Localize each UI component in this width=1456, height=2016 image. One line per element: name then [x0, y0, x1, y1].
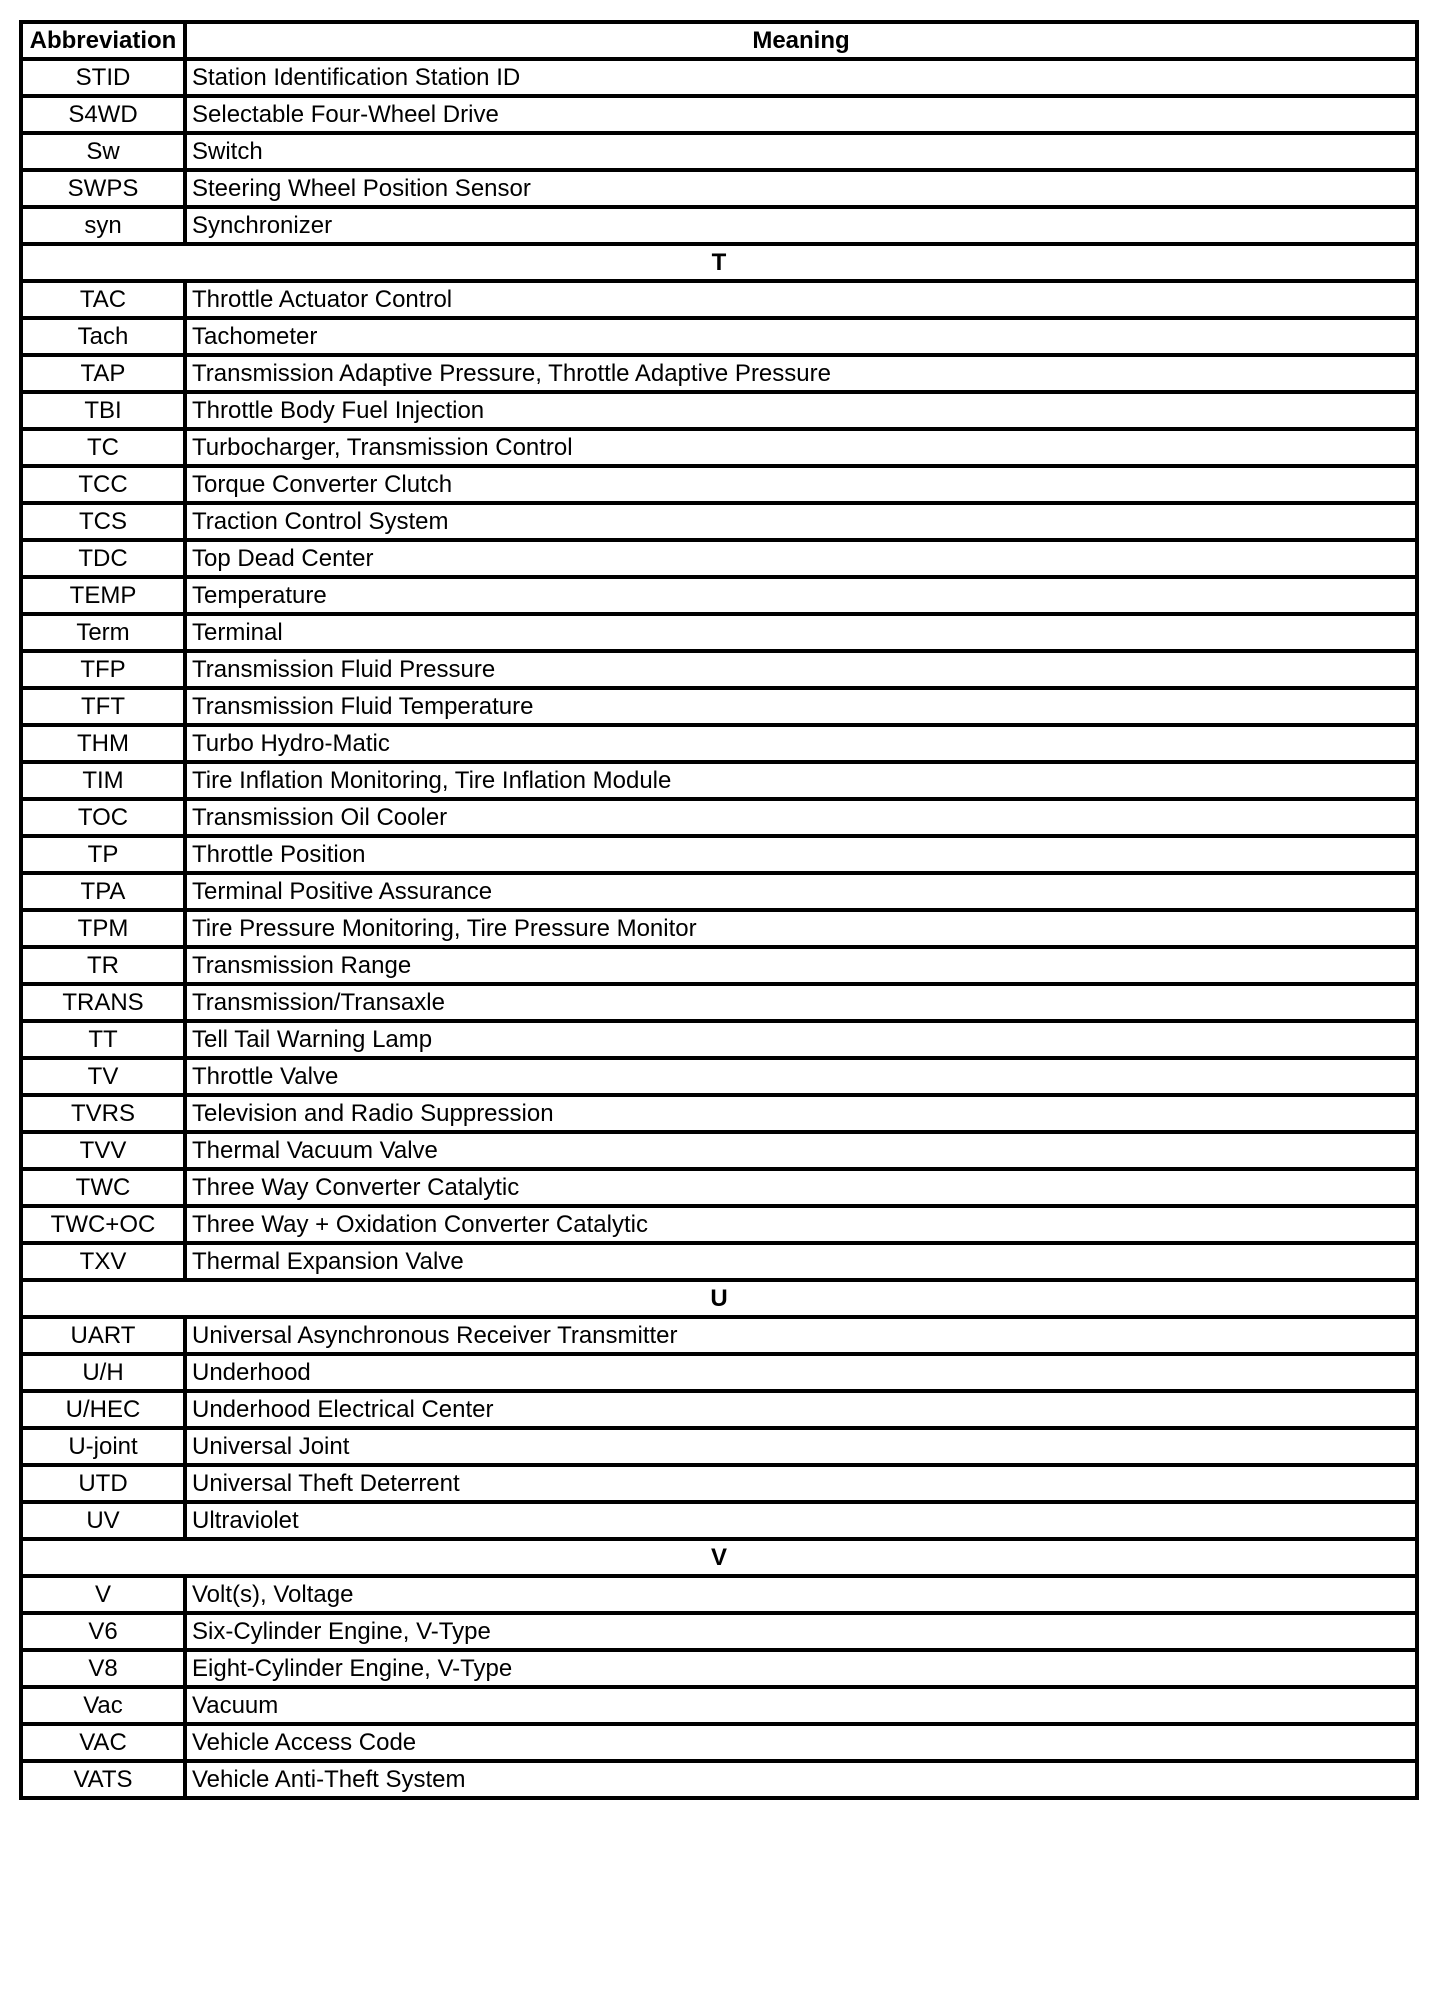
- abbreviation-cell: Sw: [21, 133, 185, 170]
- table-row: [21, 1021, 1417, 1058]
- meaning-cell: Transmission Fluid Temperature: [185, 688, 1417, 725]
- table-row: [21, 1650, 1417, 1687]
- abbreviation-cell: TVRS: [21, 1095, 185, 1132]
- meaning-cell: Traction Control System: [185, 503, 1417, 540]
- abbreviation-cell: UART: [21, 1317, 185, 1354]
- abbreviation-cell: TEMP: [21, 577, 185, 614]
- meaning-cell: Universal Theft Deterrent: [185, 1465, 1417, 1502]
- meaning-cell: Selectable Four-Wheel Drive: [185, 96, 1417, 133]
- table-row: [21, 1058, 1417, 1095]
- abbreviation-cell: TP: [21, 836, 185, 873]
- table-row: [21, 1761, 1417, 1798]
- meaning-cell: Transmission Oil Cooler: [185, 799, 1417, 836]
- meaning-cell: Eight-Cylinder Engine, V-Type: [185, 1650, 1417, 1687]
- abbreviation-cell: TOC: [21, 799, 185, 836]
- abbreviation-cell: TCC: [21, 466, 185, 503]
- abbreviation-cell: TT: [21, 1021, 185, 1058]
- abbreviation-cell: TV: [21, 1058, 185, 1095]
- abbreviation-cell: TWC: [21, 1169, 185, 1206]
- meaning-cell: Synchronizer: [185, 207, 1417, 244]
- table-row: [21, 207, 1417, 244]
- abbreviation-cell: V6: [21, 1613, 185, 1650]
- abbreviation-cell: S4WD: [21, 96, 185, 133]
- meaning-cell: Six-Cylinder Engine, V-Type: [185, 1613, 1417, 1650]
- abbreviation-cell: SWPS: [21, 170, 185, 207]
- abbreviation-cell: U/H: [21, 1354, 185, 1391]
- abbreviation-cell: TC: [21, 429, 185, 466]
- abbreviation-cell: TBI: [21, 392, 185, 429]
- meaning-cell: Ultraviolet: [185, 1502, 1417, 1539]
- table-row: [21, 799, 1417, 836]
- table-header-row: [21, 22, 1417, 59]
- table-row: [21, 503, 1417, 540]
- table-row: [21, 133, 1417, 170]
- abbreviation-cell: TFT: [21, 688, 185, 725]
- table-row: [21, 762, 1417, 799]
- meaning-cell: Throttle Actuator Control: [185, 281, 1417, 318]
- column-header-meaning: Meaning: [185, 22, 1417, 59]
- section-row: [21, 244, 1417, 281]
- table-row: [21, 281, 1417, 318]
- meaning-cell: Terminal Positive Assurance: [185, 873, 1417, 910]
- table-row: [21, 1613, 1417, 1650]
- section-letter: V: [21, 1539, 1417, 1576]
- table-row: [21, 1502, 1417, 1539]
- abbreviation-cell: Vac: [21, 1687, 185, 1724]
- table-row: [21, 392, 1417, 429]
- abbreviation-cell: TR: [21, 947, 185, 984]
- abbreviation-cell: TFP: [21, 651, 185, 688]
- table-row: [21, 688, 1417, 725]
- table-row: [21, 614, 1417, 651]
- abbreviation-cell: TAP: [21, 355, 185, 392]
- meaning-cell: Temperature: [185, 577, 1417, 614]
- table-row: [21, 1243, 1417, 1280]
- meaning-cell: Transmission Fluid Pressure: [185, 651, 1417, 688]
- abbreviation-cell: TVV: [21, 1132, 185, 1169]
- meaning-cell: Volt(s), Voltage: [185, 1576, 1417, 1613]
- meaning-cell: Transmission/Transaxle: [185, 984, 1417, 1021]
- table-row: [21, 873, 1417, 910]
- meaning-cell: Underhood: [185, 1354, 1417, 1391]
- abbreviation-cell: TPA: [21, 873, 185, 910]
- abbreviation-cell: TIM: [21, 762, 185, 799]
- table-row: [21, 1576, 1417, 1613]
- meaning-cell: Terminal: [185, 614, 1417, 651]
- abbreviation-cell: TPM: [21, 910, 185, 947]
- table-row: [21, 466, 1417, 503]
- meaning-cell: Torque Converter Clutch: [185, 466, 1417, 503]
- abbreviation-cell: TDC: [21, 540, 185, 577]
- meaning-cell: Thermal Vacuum Valve: [185, 1132, 1417, 1169]
- abbreviation-table: [19, 20, 1419, 1800]
- table-row: [21, 984, 1417, 1021]
- abbreviation-cell: TXV: [21, 1243, 185, 1280]
- meaning-cell: Turbo Hydro-Matic: [185, 725, 1417, 762]
- table-row: [21, 170, 1417, 207]
- meaning-cell: Universal Joint: [185, 1428, 1417, 1465]
- meaning-cell: Universal Asynchronous Receiver Transmitter: [185, 1317, 1417, 1354]
- meaning-cell: Throttle Valve: [185, 1058, 1417, 1095]
- abbreviation-cell: TAC: [21, 281, 185, 318]
- meaning-cell: Vacuum: [185, 1687, 1417, 1724]
- section-row: [21, 1539, 1417, 1576]
- meaning-cell: Underhood Electrical Center: [185, 1391, 1417, 1428]
- abbreviation-cell: U-joint: [21, 1428, 185, 1465]
- meaning-cell: Transmission Range: [185, 947, 1417, 984]
- table-row: [21, 1724, 1417, 1761]
- meaning-cell: Thermal Expansion Valve: [185, 1243, 1417, 1280]
- abbreviation-cell: Tach: [21, 318, 185, 355]
- table-row: [21, 96, 1417, 133]
- table-row: [21, 1206, 1417, 1243]
- abbreviation-cell: V8: [21, 1650, 185, 1687]
- meaning-cell: Switch: [185, 133, 1417, 170]
- abbreviation-cell: Term: [21, 614, 185, 651]
- table-row: [21, 910, 1417, 947]
- table-body: [21, 59, 1417, 1798]
- meaning-cell: Throttle Position: [185, 836, 1417, 873]
- abbreviation-cell: STID: [21, 59, 185, 96]
- meaning-cell: Transmission Adaptive Pressure, Throttle Adaptive Pressure: [185, 355, 1417, 392]
- column-header-abbreviation: Abbreviation: [21, 22, 185, 59]
- table-row: [21, 836, 1417, 873]
- table-row: [21, 540, 1417, 577]
- abbreviation-cell: TCS: [21, 503, 185, 540]
- table-row: [21, 1465, 1417, 1502]
- section-letter: T: [21, 244, 1417, 281]
- table-row: [21, 1317, 1417, 1354]
- meaning-cell: Station Identification Station ID: [185, 59, 1417, 96]
- meaning-cell: Tire Pressure Monitoring, Tire Pressure Monitor: [185, 910, 1417, 947]
- abbreviation-cell: U/HEC: [21, 1391, 185, 1428]
- abbreviation-cell: THM: [21, 725, 185, 762]
- meaning-cell: Tachometer: [185, 318, 1417, 355]
- table-row: [21, 725, 1417, 762]
- abbreviation-cell: TWC+OC: [21, 1206, 185, 1243]
- section-row: [21, 1280, 1417, 1317]
- abbreviation-cell: TRANS: [21, 984, 185, 1021]
- meaning-cell: Three Way Converter Catalytic: [185, 1169, 1417, 1206]
- abbreviation-cell: syn: [21, 207, 185, 244]
- meaning-cell: Television and Radio Suppression: [185, 1095, 1417, 1132]
- abbreviation-cell: VATS: [21, 1761, 185, 1798]
- table-row: [21, 59, 1417, 96]
- meaning-cell: Turbocharger, Transmission Control: [185, 429, 1417, 466]
- meaning-cell: Throttle Body Fuel Injection: [185, 392, 1417, 429]
- table-row: [21, 1687, 1417, 1724]
- meaning-cell: Vehicle Access Code: [185, 1724, 1417, 1761]
- table-row: [21, 1095, 1417, 1132]
- table-row: [21, 318, 1417, 355]
- abbreviation-cell: UTD: [21, 1465, 185, 1502]
- table-row: [21, 429, 1417, 466]
- meaning-cell: Steering Wheel Position Sensor: [185, 170, 1417, 207]
- meaning-cell: Three Way + Oxidation Converter Catalytic: [185, 1206, 1417, 1243]
- table-row: [21, 355, 1417, 392]
- abbreviation-cell: VAC: [21, 1724, 185, 1761]
- table-row: [21, 1169, 1417, 1206]
- meaning-cell: Top Dead Center: [185, 540, 1417, 577]
- abbreviation-cell: UV: [21, 1502, 185, 1539]
- table-row: [21, 577, 1417, 614]
- table-row: [21, 947, 1417, 984]
- table-row: [21, 651, 1417, 688]
- table-row: [21, 1428, 1417, 1465]
- meaning-cell: Tell Tail Warning Lamp: [185, 1021, 1417, 1058]
- meaning-cell: Tire Inflation Monitoring, Tire Inflation Module: [185, 762, 1417, 799]
- section-letter: U: [21, 1280, 1417, 1317]
- meaning-cell: Vehicle Anti-Theft System: [185, 1761, 1417, 1798]
- table-row: [21, 1354, 1417, 1391]
- table-row: [21, 1391, 1417, 1428]
- table-row: [21, 1132, 1417, 1169]
- abbreviation-cell: V: [21, 1576, 185, 1613]
